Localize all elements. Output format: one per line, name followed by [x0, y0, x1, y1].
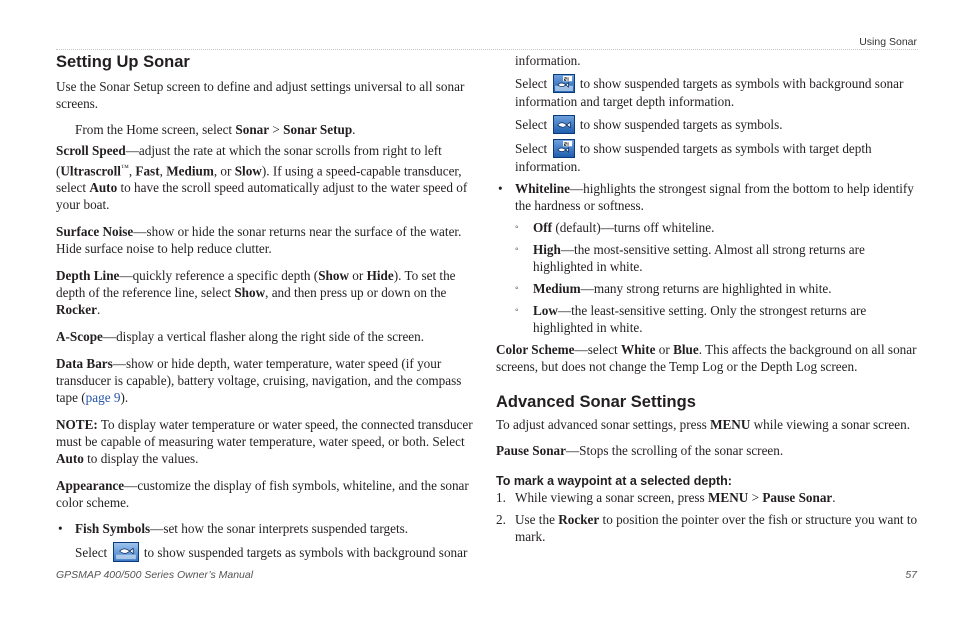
page-9-link[interactable]: page 9: [85, 390, 121, 406]
running-header: Using Sonar: [859, 36, 917, 48]
step-2: 2. Use the Rocker to position the pointer over the fish or structure you want to mark.: [496, 512, 918, 544]
home-instruction: From the Home screen, select Sonar > Sonar Setup.: [75, 122, 356, 137]
whiteline-low-item: ◦ Low—the least-sensitive setting. Only the strongest returns are highlighted in white.: [515, 303, 867, 335]
footer-manual-title: GPSMAP 400/500 Series Owner’s Manual: [56, 569, 254, 581]
whiteline-high-item: ◦ High—the most-sensitive setting. Almost all strong returns are highlighted in white.: [515, 242, 865, 274]
color-scheme-paragraph: Color Scheme—select White or Blue. This affects the background on all sonar screens, but does not change the Temp Log or the Depth Log screen.: [496, 342, 917, 374]
section-title-setting-up-sonar: Setting Up Sonar: [56, 53, 190, 71]
note-paragraph: NOTE: To display water temperature or water speed, the connected transducer must be capable of measuring water temperature, water speed, or both. Select Auto to display the values.: [56, 417, 473, 467]
footer-page-number: 57: [905, 569, 917, 581]
bullet-marker: •: [498, 181, 503, 196]
whiteline-medium-item: ◦ Medium—many strong returns are highlighted in white.: [515, 281, 832, 296]
scroll-speed-paragraph: Scroll Speed—adjust the rate at which the sonar scrolls from right to left (Ultrascroll™, Fast, Medium, or Slow). If using a speed-capable transducer, select Auto to have the scroll speed automatically adjust to the water speed of your boat.: [56, 143, 468, 213]
fish-symbol-depth-background-icon: [553, 74, 575, 93]
fish-symbols-bullet: • Fish Symbols—set how the sonar interprets suspended targets.: [58, 521, 409, 537]
fish-option-symbols: Select to show suspended targets as symbols.: [515, 117, 783, 132]
step-1: 1. While viewing a sonar screen, press MENU > Pause Sonar.: [496, 490, 836, 505]
fish-symbol-depth-icon: [553, 139, 575, 158]
fish-option-symbols-depth: Select to show suspended targets as symbols with target depth information.: [515, 141, 872, 174]
surface-noise-paragraph: Surface Noise—show or hide the sonar returns near the surface of the water. Hide surface noise to help reduce clutter.: [56, 224, 462, 257]
left-column: [56, 52, 478, 562]
data-bars-paragraph: Data Bars—show or hide depth, water temperature, water speed (if your transducer is capable), battery voltage, cruising, navigation, and the compass tape (page 9).: [56, 356, 462, 406]
bullet-marker: •: [58, 521, 63, 537]
waypoint-procedure-title: To mark a waypoint at a selected depth:: [496, 474, 732, 488]
right-column: [496, 52, 918, 545]
fish-option-depth-background: Select to show suspended targets as symbols with background sonar information and target depth information.: [515, 76, 904, 109]
appearance-paragraph: Appearance—customize the display of fish symbols, whiteline, and the sonar color scheme.: [56, 478, 469, 511]
fish-option-background-continued: information.: [515, 53, 581, 68]
a-scope-paragraph: A-Scope—display a vertical flasher along the right side of the screen.: [56, 329, 425, 345]
fish-symbol-icon: [553, 115, 575, 134]
whiteline-bullet: • Whiteline—highlights the strongest signal from the bottom to help identify the hardness or softness.: [498, 181, 914, 213]
whiteline-off-item: ◦ Off (default)—turns off whiteline.: [515, 220, 715, 235]
advanced-intro: To adjust advanced sonar settings, press MENU while viewing a sonar screen.: [496, 417, 911, 432]
intro-paragraph: Use the Sonar Setup screen to define and adjust settings universal to all sonar screens.: [56, 79, 465, 111]
pause-sonar-paragraph: Pause Sonar—Stops the scrolling of the sonar screen.: [496, 443, 784, 458]
depth-line-paragraph: Depth Line—quickly reference a specific depth (Show or Hide). To set the depth of the reference line, select Show, and then press up or down on the Rocker.: [56, 268, 456, 318]
section-title-advanced-sonar: Advanced Sonar Settings: [496, 393, 696, 411]
header-divider: [56, 49, 918, 50]
fish-symbol-background-icon: [113, 542, 139, 562]
fish-option-background: Select to show suspended targets as symbols with background sonar: [56, 542, 478, 562]
